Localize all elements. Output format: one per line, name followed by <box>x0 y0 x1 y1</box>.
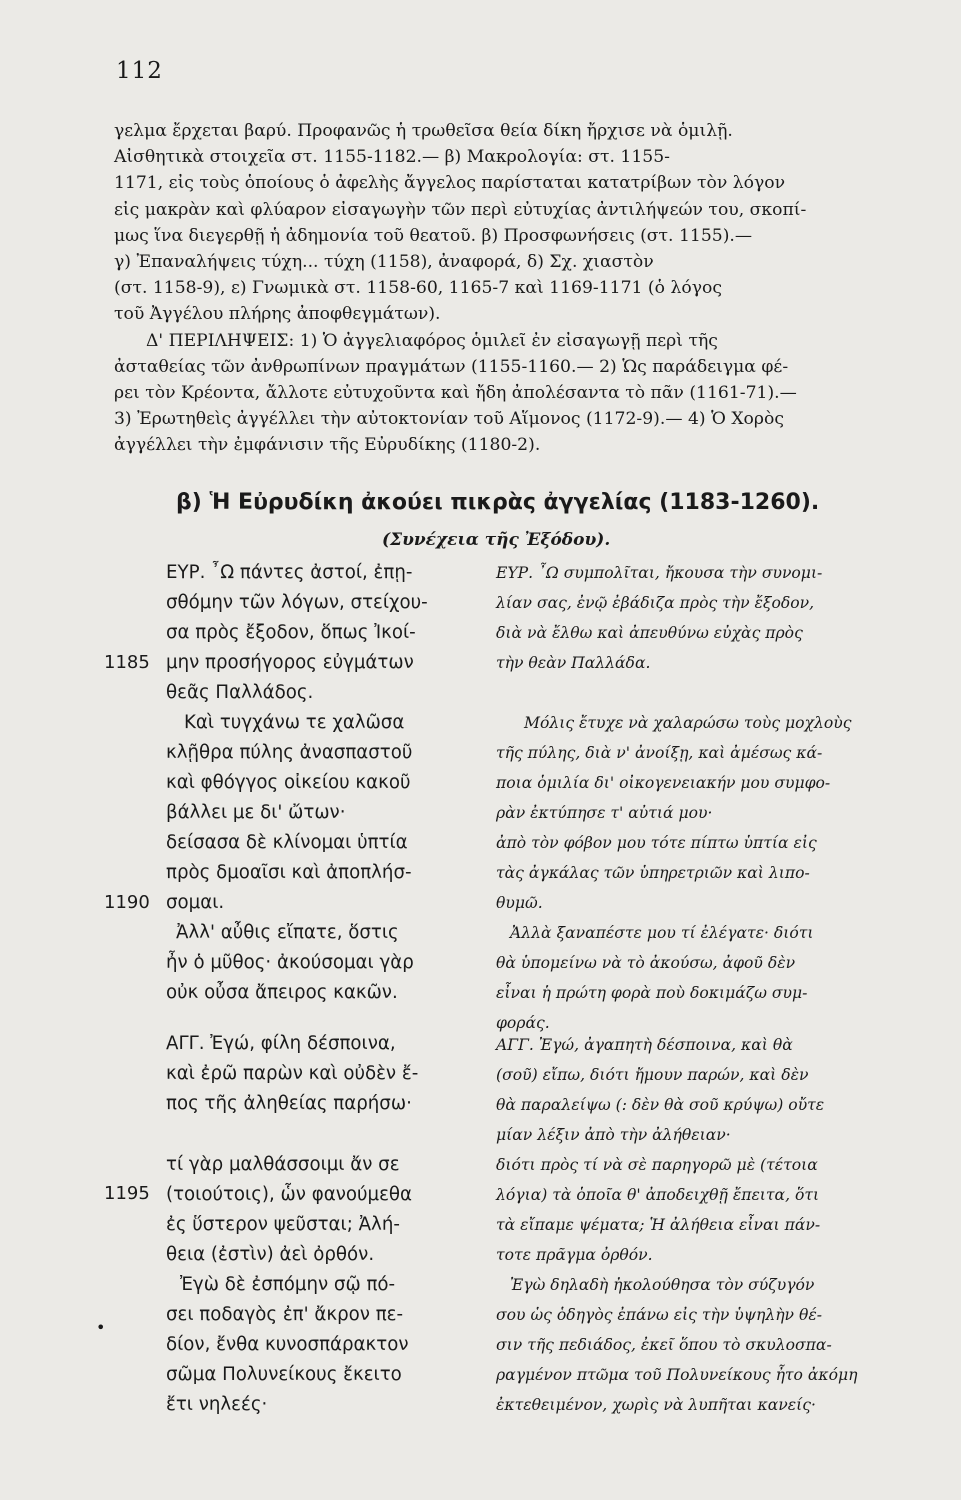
verse-line: Ἐγὼ δὲ ἐσπόμην σῷ πό- <box>180 1274 396 1295</box>
translation-line: ΑΓΓ. Ἐγώ, ἀγαπητὴ δέσποινα, καὶ θὰ <box>496 1036 793 1054</box>
verse-line: πος τῆς ἀληθείας παρήσω· <box>166 1093 412 1114</box>
margin-mark: • <box>96 1318 106 1337</box>
translation-line: διὰ νὰ ἔλθω καὶ ἀπευθύνω εὐχὰς πρὸς <box>496 624 803 642</box>
translation-line: Ἐγὼ δηλαδὴ ἠκολούθησα τὸν σύζυγόν <box>510 1276 815 1294</box>
commentary-line: γελμα ἔρχεται βαρύ. Προφανῶς ἡ τρωθεῖσα θεία δίκη ἤρχισε νὰ ὁμιλῇ. <box>114 121 733 141</box>
verse-line: τί γὰρ μαλθάσσοιμι ἄν σε <box>166 1154 400 1175</box>
translation-line: Ἀλλὰ ξαναπέστε μου τί ἐλέγατε· διότι <box>510 924 814 942</box>
verse-line: σα πρὸς ἔξοδον, ὅπως Ἰκοί- <box>166 622 416 643</box>
translation-line: λόγια) τὰ ὁποῖα θ' ἀποδειχθῇ ἔπειτα, ὅτι <box>496 1186 820 1204</box>
translation-line: σιν τῆς πεδιάδος, ἐκεῖ ὅπου τὸ σκυλοσπα- <box>496 1336 832 1354</box>
translation-line: θυμῶ. <box>496 894 543 912</box>
verse-line: ΑΓΓ. Ἐγώ, φίλη δέσποινα, <box>166 1033 396 1054</box>
verse-line: θεια (ἐστὶν) ἀεὶ ὀρθόν. <box>166 1244 375 1265</box>
verse-line: δίον, ἔνθα κυνοσπάρακτον <box>166 1334 409 1355</box>
translation-line: ποια ὁμιλία δι' οἰκογενειακήν μου συμφο- <box>496 774 831 792</box>
verse-line: καὶ ἐρῶ παρὼν καὶ οὐδὲν ἔ- <box>166 1063 419 1084</box>
verse-line: ΕΥΡ. ῏Ω πάντες ἀστοί, ἐπῃ- <box>166 562 413 583</box>
translation-line: φοράς. <box>496 1014 550 1032</box>
translation-line: τὰ εἴπαμε ψέματα; Ἡ ἀλήθεια εἶναι πάν- <box>496 1216 821 1234</box>
verse-line: ἔτι νηλεές· <box>166 1394 268 1415</box>
translation-line: λίαν σας, ἐνῷ ἐβάδιζα πρὸς τὴν ἔξοδον, <box>496 594 815 612</box>
section-subtitle: (Συνέχεια τῆς Ἐξόδου). <box>382 530 611 550</box>
commentary-line: ἀσταθείας τῶν ἀνθρωπίνων πραγμάτων (1155-1160.— 2) Ὡς παράδειγμα φέ- <box>114 356 789 377</box>
commentary-line: 3) Ἐρωτηθεὶς ἀγγέλλει τὴν αὐτοκτονίαν τοῦ Αἵμονος (1172-9).— 4) Ὁ Χορὸς <box>114 409 784 430</box>
translation-line: τοτε πρᾶγμα ὀρθόν. <box>496 1246 653 1264</box>
translation-line: Μόλις ἔτυχε νὰ χαλαρώσω τοὺς μοχλοὺς <box>524 714 852 732</box>
verse-line: Ἀλλ' αὖθις εἴπατε, ὅστις <box>176 922 399 943</box>
commentary-line: μως ἵνα διεγερθῇ ἡ ἀδημονία τοῦ θεατοῦ. β) Προσφωνήσεις (στ. 1155).— <box>114 225 753 246</box>
translation-line: ρὰν ἐκτύπησε τ' αὐτιά μου· <box>496 804 713 822</box>
commentary-line: ρει τὸν Κρέοντα, ἄλλοτε εὐτυχοῦντα καὶ ἤδη ἀπολέσαντα τὸ πᾶν (1161-71).— <box>114 383 797 404</box>
commentary-line: (στ. 1158-9), ε) Γνωμικὰ στ. 1158-60, 1165-7 καὶ 1169-1171 (ὁ λόγος <box>114 278 722 299</box>
commentary-line: εἰς μακρὰν καὶ φλύαρον εἰσαγωγὴν τῶν περὶ εὐτυχίας ἀντιλήψεών του, σκοπί- <box>114 199 807 220</box>
translation-line: μίαν λέξιν ἀπὸ τὴν ἀλήθειαν· <box>496 1126 731 1144</box>
translation-line: τὴν θεὰν Παλλάδα. <box>496 654 651 672</box>
verse-line: (τοιούτοις), ὧν φανούμεθα <box>166 1184 413 1205</box>
verse-line: ἦν ὁ μῦθος· ἀκούσομαι γὰρ <box>166 952 414 973</box>
translation-line: ραγμένον πτῶμα τοῦ Πολυνείκους ἦτο ἀκόμη <box>496 1366 858 1384</box>
commentary-line: γ) Ἐπαναλήψεις τύχη... τύχη (1158), ἀναφορά, δ) Σχ. χιαστὸν <box>114 252 654 273</box>
commentary-line: 1171, εἰς τοὺς ὁποίους ὁ ἀφελὴς ἄγγελος παρίσταται κατατρίβων τὸν λόγον <box>114 173 786 194</box>
translation-line: ΕΥΡ. ῏Ω συμπολῖται, ἤκουσα τὴν συνομι- <box>496 564 823 582</box>
verse-line: καὶ φθόγγος οἰκείου κακοῦ <box>166 772 411 793</box>
verse-line: δείσασα δὲ κλίνομαι ὑπτία <box>166 832 408 853</box>
verse-line: σει ποδαγὸς ἐπ' ἄκρον πε- <box>166 1304 404 1325</box>
verse-line: σομαι. <box>166 892 225 913</box>
translation-line: θὰ παραλείψω (: δὲν θὰ σοῦ κρύψω) οὔτε <box>496 1096 825 1114</box>
translation-line: τῆς πύλης, διὰ ν' ἀνοίξῃ, καὶ ἀμέσως κά- <box>496 744 823 762</box>
line-number: 1185 <box>104 652 150 673</box>
translation-line: ἐκτεθειμένον, χωρὶς νὰ λυπῆται κανείς· <box>496 1396 816 1414</box>
verse-line: Καὶ τυγχάνω τε χαλῶσα <box>184 712 405 733</box>
commentary-line: Αἰσθητικὰ στοιχεῖα στ. 1155-1182.— β) Μακρολογία: στ. 1155- <box>114 147 670 168</box>
translation-line: τὰς ἀγκάλας τῶν ὑπηρετριῶν καὶ λιπο- <box>496 864 810 882</box>
verse-line: οὐκ οὖσα ἄπειρος κακῶν. <box>166 982 398 1003</box>
line-number: 1190 <box>104 892 150 913</box>
section-title: β) Ἡ Εὐρυδίκη ἀκούει πικρὰς ἀγγελίας (1183-1260). <box>176 490 820 515</box>
translation-line: εἶναι ἡ πρώτη φορὰ ποὺ δοκιμάζω συμ- <box>496 984 808 1002</box>
verse-line: σθόμην τῶν λόγων, στείχου- <box>166 592 428 613</box>
verse-line: μην προσήγορος εὐγμάτων <box>166 652 414 673</box>
verse-line: θεᾶς Παλλάδος. <box>166 682 314 703</box>
page-number: 112 <box>116 58 163 84</box>
verse-line: σῶμα Πολυνείκους ἔκειτο <box>166 1364 402 1385</box>
translation-line: (σοῦ) εἴπω, διότι ἤμουν παρών, καὶ δὲν <box>496 1066 809 1084</box>
translation-line: σου ὡς ὁδηγὸς ἐπάνω εἰς τὴν ὑψηλὴν θέ- <box>496 1306 823 1324</box>
commentary-line: τοῦ Ἀγγέλου πλήρης ἀποφθεγμάτων). <box>114 304 441 325</box>
translation-line: ἀπὸ τὸν φόβον μου τότε πίπτω ὑπτία εἰς <box>496 834 817 852</box>
translation-line: θὰ ὑπομείνω νὰ τὸ ἀκούσω, ἀφοῦ δὲν <box>496 954 796 972</box>
verse-line: κλῇθρα πύλης ἀνασπαστοῦ <box>166 742 413 763</box>
commentary-line: Δ' ΠΕΡΙΛΗΨΕΙΣ: 1) Ὁ ἀγγελιαφόρος ὁμιλεῖ ἐν εἰσαγωγῇ περὶ τῆς <box>146 330 718 351</box>
verse-line: πρὸς δμοαῖσι καὶ ἀποπλήσ- <box>166 862 412 883</box>
translation-line: διότι πρὸς τί νὰ σὲ παρηγορῶ μὲ (τέτοια <box>496 1156 818 1174</box>
line-number: 1195 <box>104 1183 150 1204</box>
commentary-line: ἀγγέλλει τὴν ἐμφάνισιν τῆς Εὐρυδίκης (1180-2). <box>114 435 541 456</box>
verse-line: βάλλει με δι' ὤτων· <box>166 802 346 823</box>
verse-line: ἐς ὕστερον ψεῦσται; Ἀλή- <box>166 1214 400 1235</box>
commentary-block <box>114 118 922 459</box>
